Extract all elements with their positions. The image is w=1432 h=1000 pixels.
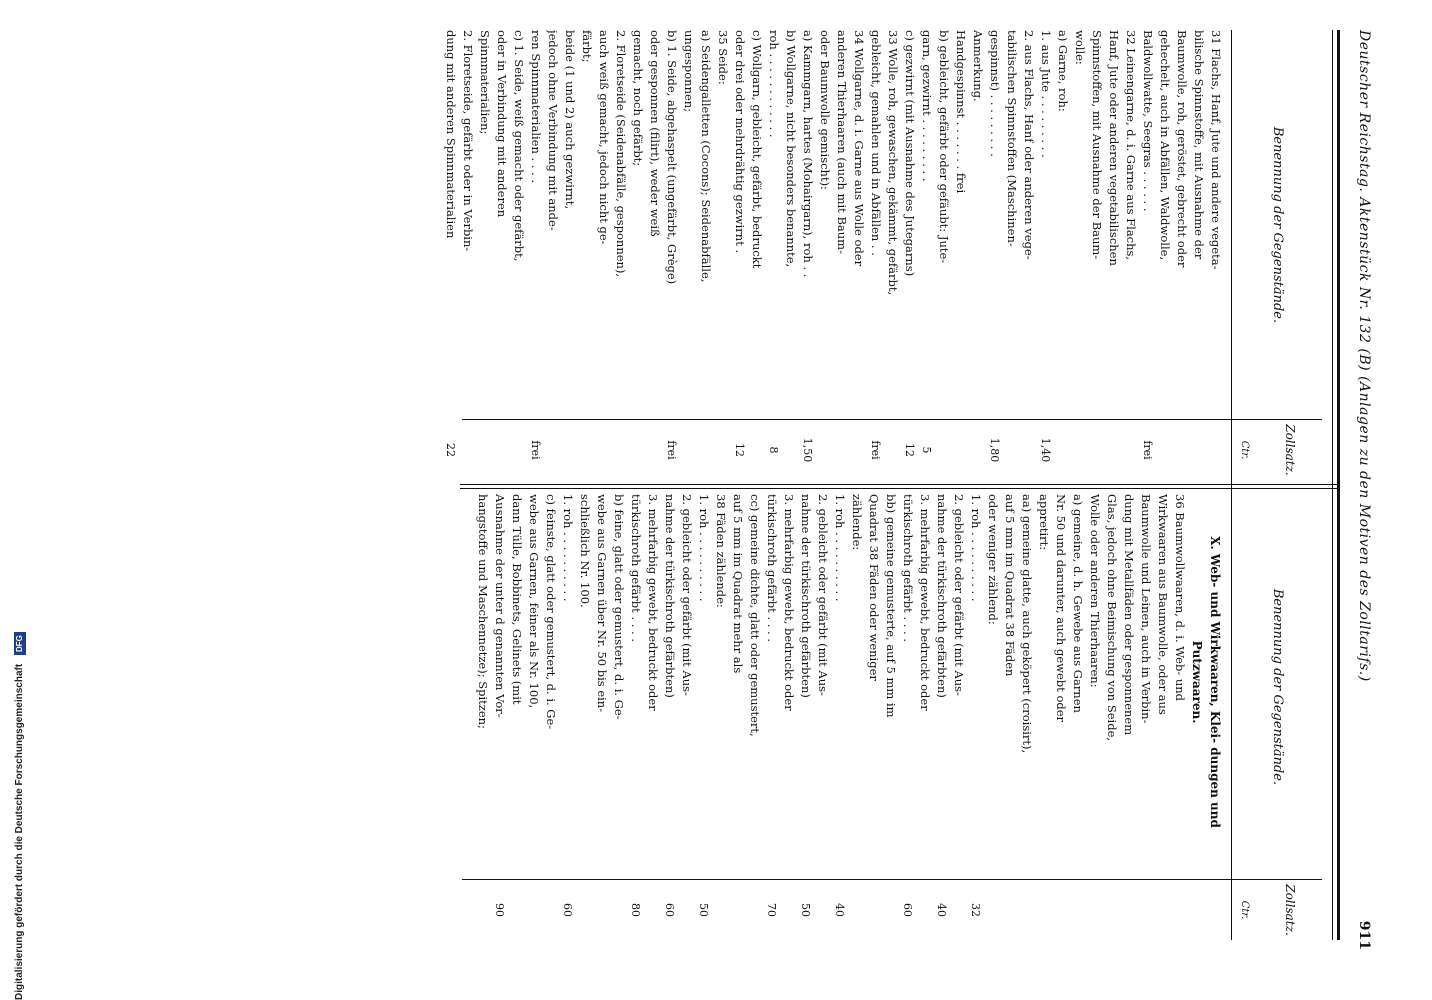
- duty-rate: 70: [765, 903, 778, 917]
- item-text: 34 Wollgarne, d. i. Garne aus Wolle oder: [852, 30, 866, 267]
- table-row: [899, 494, 916, 940]
- table-row: [814, 494, 831, 940]
- duty-rate: 5: [920, 446, 933, 454]
- item-text: Spinnmaterialien;: [478, 30, 492, 135]
- item-text: färbt;: [580, 30, 594, 63]
- table-row: [780, 494, 797, 940]
- table-row: [1103, 494, 1120, 940]
- table-row: [1001, 494, 1018, 940]
- item-text: Nr. 50 und darunter, auch gewebt oder: [1054, 494, 1068, 723]
- item-text: Spinnstoffen, mit Ausnahme der Baum-: [1090, 30, 1104, 260]
- item-text: appretirt:: [1037, 494, 1051, 551]
- item-text: aa) gemeine glatte, auch geköpert (croisirt),: [1020, 494, 1034, 754]
- item-text: dung mit Metallfäden oder gesponnenem: [1122, 494, 1136, 736]
- item-text: a) Seidengalletten (Cocons); Seidenabfälle,: [699, 30, 713, 283]
- item-text: türkischroth gefärbt . . . .: [901, 494, 915, 643]
- table-row: [646, 30, 663, 480]
- item-text: cc) gemeine dichte, glatt oder gemustert,: [748, 494, 762, 737]
- item-text: auf 5 mm im Quadrat mehr als: [731, 494, 745, 674]
- item-text: 33 Wolle, roh, gewaschen, gekämmt, gefärbt,: [886, 30, 900, 296]
- duty-rate: 1,50: [801, 437, 814, 463]
- left-column: [402, 30, 1322, 480]
- duty-rate: 50: [799, 903, 812, 917]
- item-text: nahme der türkischroth gefärbten): [935, 494, 949, 698]
- table-row: [1139, 30, 1156, 480]
- right-column-heading: Benennung der Gegenstände.: [1270, 588, 1285, 786]
- table-row: [595, 30, 612, 480]
- item-text: 2. gebleicht oder gefärbt (mit Aus-: [952, 494, 966, 696]
- table-row: [1154, 494, 1171, 940]
- duty-rate: 32: [969, 903, 982, 917]
- table-row: [697, 30, 714, 480]
- page-header: [1348, 30, 1372, 950]
- column-divider: [460, 484, 1340, 485]
- item-text: nahme der türkischroth gefärbten): [799, 494, 813, 698]
- item-text: 1. roh . . . . . . . . . .: [561, 494, 575, 602]
- item-text: auf 5 mm im Quadrat 38 Fäden: [1003, 494, 1017, 677]
- item-text: anderen Thierhaaren (auch mit Baum-: [835, 30, 849, 254]
- table-row: [695, 494, 712, 940]
- left-unit: Ctr.: [1239, 440, 1250, 460]
- item-text: webe aus Garnen über Nr. 50 bis ein-: [595, 494, 609, 713]
- table-row: [950, 494, 967, 940]
- table-row: [1069, 494, 1086, 940]
- item-text: gehechelt, auch in Abfällen, Waldwolle,: [1158, 30, 1172, 261]
- item-text: auch weiß gemacht, jedoch nicht ge-: [597, 30, 611, 245]
- item-text: türkischroth gefärbt . . . .: [629, 494, 643, 643]
- left-rate-heading: Zollsatz.: [1283, 424, 1297, 476]
- table-row: [986, 30, 1003, 480]
- table-row: [663, 30, 680, 480]
- table-row: [731, 30, 748, 480]
- duty-rate: 12: [733, 443, 746, 457]
- table-row: [933, 494, 950, 940]
- item-text: hangstoffe und Maschennetze); Spitzen;: [476, 494, 490, 729]
- table-row: [576, 494, 593, 940]
- item-text: 1. roh . . . . . . . . . .: [697, 494, 711, 602]
- table-row: [831, 494, 848, 940]
- table-row: [969, 30, 986, 480]
- table-row: [1105, 30, 1122, 480]
- table-row: [1190, 30, 1207, 480]
- item-text: oder gesponnen (filirt), weder weiß: [648, 30, 662, 237]
- item-text: Wirkwaaren aus Baumwolle, oder aus: [1156, 494, 1170, 715]
- table-row: [1020, 30, 1037, 480]
- item-text: Glas, jedoch ohne Beimischung von Seide,: [1105, 494, 1119, 742]
- item-text: a) Kammgarn, hartes (Mohairgarn), roh . .: [801, 30, 815, 278]
- table-row: [1120, 494, 1137, 940]
- duty-rate: frei: [869, 440, 882, 460]
- left-column-heading: Benennung der Gegenstände.: [1270, 126, 1285, 324]
- table-row: [797, 494, 814, 940]
- item-text: 2. aus Flachs, Hanf oder anderen vege-: [1022, 30, 1036, 260]
- table-row: [1156, 30, 1173, 480]
- item-text: Baumwolle und Leinen, auch in Verbin-: [1139, 494, 1153, 724]
- item-text: gebleicht, gemahlen und in Abfällen . .: [869, 30, 883, 256]
- item-text: bilische Spinnstoffe, mit Ausnahme der: [1192, 30, 1206, 260]
- table-row: [1088, 30, 1105, 480]
- table-row: [680, 30, 697, 480]
- table-row: [782, 30, 799, 480]
- table-row: [850, 30, 867, 480]
- item-text: c) 1. Seide, weiß gemacht oder gefärbt,: [512, 30, 526, 262]
- table-row: [627, 494, 644, 940]
- item-text: Hanf, Jute oder anderen vegetabilischen: [1107, 30, 1121, 266]
- table-row: [644, 494, 661, 940]
- item-text: 2. gebleicht oder gefärbt (mit Aus-: [680, 494, 694, 696]
- table-row: [1137, 494, 1154, 940]
- table-row: [661, 494, 678, 940]
- table-row: [544, 30, 561, 480]
- table-row: [525, 494, 542, 940]
- table-row: [714, 30, 731, 480]
- running-title: Deutscher Reichstag. Aktenstück Nr. 132 (B) (Anlagen zu den Motiven des Zolltarifs.): [1356, 30, 1372, 682]
- item-text: dung mit anderen Spinnmaterialien: [444, 30, 458, 239]
- table-row: [799, 30, 816, 480]
- item-text: 35 Seide:: [716, 30, 730, 85]
- duty-rate: frei: [1141, 440, 1154, 460]
- duty-rate: 12: [903, 443, 916, 457]
- item-text: webe aus Garnen, feiner als Nr. 100,: [527, 494, 541, 709]
- table-row: [493, 30, 510, 480]
- item-text: c) gezwirnt (mit Ausnahme des Jutegarns): [903, 30, 917, 277]
- table-row: [748, 30, 765, 480]
- table-row: [918, 30, 935, 480]
- table-row: [542, 494, 559, 940]
- table-row: [1122, 30, 1139, 480]
- item-text: 1. roh . . . . . . . . . .: [969, 494, 983, 602]
- table-row: [678, 494, 695, 940]
- table-row: [1173, 30, 1190, 480]
- document-page: [162, 0, 1432, 1000]
- table-row: [901, 30, 918, 480]
- table-row: [1054, 30, 1071, 480]
- table-row: [816, 30, 833, 480]
- duty-rate: 1,40: [1039, 437, 1052, 463]
- item-text: gemacht, noch gefärbt;: [631, 30, 645, 167]
- table-row: [729, 494, 746, 940]
- item-text: 1. aus Jute . . . . . . . . .: [1039, 30, 1053, 158]
- item-text: Baldwollwatte, Seegras . . . . . .: [1141, 30, 1155, 212]
- table-row: [1003, 30, 1020, 480]
- table-row: [984, 494, 1001, 940]
- item-text: 2. Floretseide, gefärbt oder in Verbin-: [461, 30, 475, 252]
- table-row: [935, 30, 952, 480]
- duty-rate: 22: [444, 443, 457, 457]
- item-text: b) gebleicht, gefärbt oder gefäubt: Jute-: [937, 30, 951, 264]
- item-text: c) feinste, glatt oder gemustert, d. i. Ge-: [544, 494, 558, 730]
- table-row: [1052, 494, 1069, 940]
- item-text: 3. mehrfarbig gewebt, bedruckt oder: [918, 494, 932, 711]
- item-text: b) 1. Seide, abgehaspelt (ungefärbt, Grège): [665, 30, 679, 285]
- item-text: türkischroth gefärbt . . . .: [765, 494, 779, 643]
- item-text: 1. roh . . . . . . . . . .: [833, 494, 847, 602]
- duty-rate: 40: [833, 903, 846, 917]
- table-row: [765, 30, 782, 480]
- item-text: a) gemeine, d. h. Gewebe aus Garnen: [1071, 494, 1085, 713]
- item-text: 2. Floretseide (Seidenabfälle, gesponnen),: [614, 30, 628, 278]
- item-text: 32 Leinengarne, d. i. Garne aus Flachs,: [1124, 30, 1138, 261]
- item-text: gespinnst) . . . . . . . . .: [988, 30, 1002, 157]
- table-row: [1071, 30, 1088, 480]
- item-text: schließlich Nr. 100.: [578, 494, 592, 608]
- dfg-logo: DFG: [14, 632, 26, 655]
- item-text: 38 Fäden zählende:: [714, 494, 728, 608]
- digitization-note: [12, 570, 28, 1000]
- item-text: bb) gemeine gemusterte, auf 5 mm im: [884, 494, 898, 718]
- duty-rate: 40: [935, 903, 948, 917]
- column-divider-2: [460, 488, 1340, 489]
- item-text: zählende:: [850, 494, 864, 551]
- duty-rate: 60: [663, 903, 676, 917]
- table-row: [593, 494, 610, 940]
- table-row: [559, 494, 576, 940]
- item-text: Baumwolle, roh, geröstet, gebrecht oder: [1175, 30, 1189, 268]
- right-rate-heading: Zollsatz.: [1283, 884, 1297, 936]
- table-row: [867, 30, 884, 480]
- table-row: [1037, 30, 1054, 480]
- item-text: nahme der türkischroth gefärbten): [663, 494, 677, 698]
- table-row: [612, 30, 629, 480]
- item-text: 3. mehrfarbig gewebt, bedruckt oder: [782, 494, 796, 711]
- duty-rate: 1,80: [988, 437, 1001, 463]
- item-text: b) feine, glatt oder gemustert, d. i. Ge-: [612, 494, 626, 720]
- table-row: [916, 494, 933, 940]
- table-row: [510, 30, 527, 480]
- duty-rate: 60: [561, 903, 574, 917]
- item-text: jedoch ohne Verbindung mit ande-: [546, 30, 560, 231]
- table-row: [967, 494, 984, 940]
- table-row: [578, 30, 595, 480]
- digitization-text: Digitalisierung gefördert durch die Deutsche Forschungsgemeinschaft: [14, 663, 25, 1000]
- item-text: ren Spinnmaterialien . . . .: [529, 30, 543, 184]
- duty-rate: 80: [629, 903, 642, 917]
- table-row: [712, 494, 729, 940]
- section-title: X. Web- und Wirkwaaren, Klei- dungen und Putzwaaren.: [1190, 536, 1222, 828]
- left-margin: [0, 0, 24, 1000]
- item-text: 31 Flachs, Hanf, Jute und andere vegeta-: [1209, 30, 1223, 270]
- item-text: Ausnahme der unter d genannten Vor-: [493, 494, 507, 718]
- table-row: [561, 30, 578, 480]
- duty-rate: frei: [665, 440, 678, 460]
- item-text: Anmerkung.: [971, 30, 985, 102]
- item-text: 36 Baumwollwaaren, d. i. Web- und: [1173, 494, 1187, 702]
- item-text: b) Wollgarne, nicht besonders benannte,: [784, 30, 798, 268]
- table-row: [1171, 494, 1188, 940]
- table-row: [1086, 494, 1103, 940]
- table-row: [1035, 494, 1052, 940]
- top-rule-thick: [1337, 30, 1340, 940]
- right-unit: Ctr.: [1239, 900, 1250, 920]
- duty-rate: frei: [529, 440, 542, 460]
- table-row: [527, 30, 544, 480]
- item-text: garn, gezwirnt . . . . . . . . .: [920, 30, 934, 182]
- item-text: roh . . . . . . . . . . . .: [767, 30, 781, 138]
- table-row: [1207, 30, 1224, 480]
- item-text: oder Baumwolle gemischt):: [818, 30, 832, 190]
- item-text: tabilischen Spinnstoffen (Maschinen-: [1005, 30, 1019, 247]
- duty-rate: 60: [901, 903, 914, 917]
- left-rows: [442, 30, 1224, 480]
- table-row: [459, 30, 476, 480]
- item-text: Quadrat 38 Fäden oder weniger: [867, 494, 881, 681]
- right-rows: [474, 494, 1224, 940]
- table-row: [763, 494, 780, 940]
- table-row: [508, 494, 525, 940]
- table-row: [442, 30, 459, 480]
- item-text: dann Tülle, Bobbinets, Gelinets (mit: [510, 494, 524, 705]
- table-row: [882, 494, 899, 940]
- top-rule-thin: [1332, 30, 1333, 940]
- table-row: [476, 30, 493, 480]
- duty-rate: 50: [697, 903, 710, 917]
- table-row: [884, 30, 901, 480]
- item-text: oder weniger zählend:: [986, 494, 1000, 625]
- table-row: [833, 30, 850, 480]
- right-column: [402, 494, 1322, 940]
- duty-rate: 90: [493, 903, 506, 917]
- item-text: Handgespinnst . . . . . . . frei: [954, 30, 968, 194]
- item-text: oder in Verbindung mit anderen: [495, 30, 509, 218]
- item-text: oder drei oder mehrdrähtig gezwirnt .: [733, 30, 747, 254]
- item-text: a) Garne, roh:: [1056, 30, 1070, 112]
- item-text: ungesponnen;: [682, 30, 696, 113]
- item-text: beide (1 und 2) auch gezwirnt,: [563, 30, 577, 210]
- table-row: [865, 494, 882, 940]
- table-row: [952, 30, 969, 480]
- item-text: wolle:: [1073, 30, 1087, 65]
- item-text: 3. mehrfarbig gewebt, bedruckt oder: [646, 494, 660, 711]
- table-row: [629, 30, 646, 480]
- table-row: [610, 494, 627, 940]
- item-text: Wolle oder anderen Thierhaaren:: [1088, 494, 1102, 688]
- table-row: [746, 494, 763, 940]
- table-row: [474, 494, 491, 940]
- item-text: 2. gebleicht oder gefärbt (mit Aus-: [816, 494, 830, 696]
- duty-rate: 8: [767, 446, 780, 454]
- table-row: [848, 494, 865, 940]
- item-text: c) Wollgarn, gebleicht, gefärbt, bedruckt: [750, 30, 764, 269]
- page-number: 911: [1356, 920, 1372, 950]
- table-row: [1018, 494, 1035, 940]
- table-row: [491, 494, 508, 940]
